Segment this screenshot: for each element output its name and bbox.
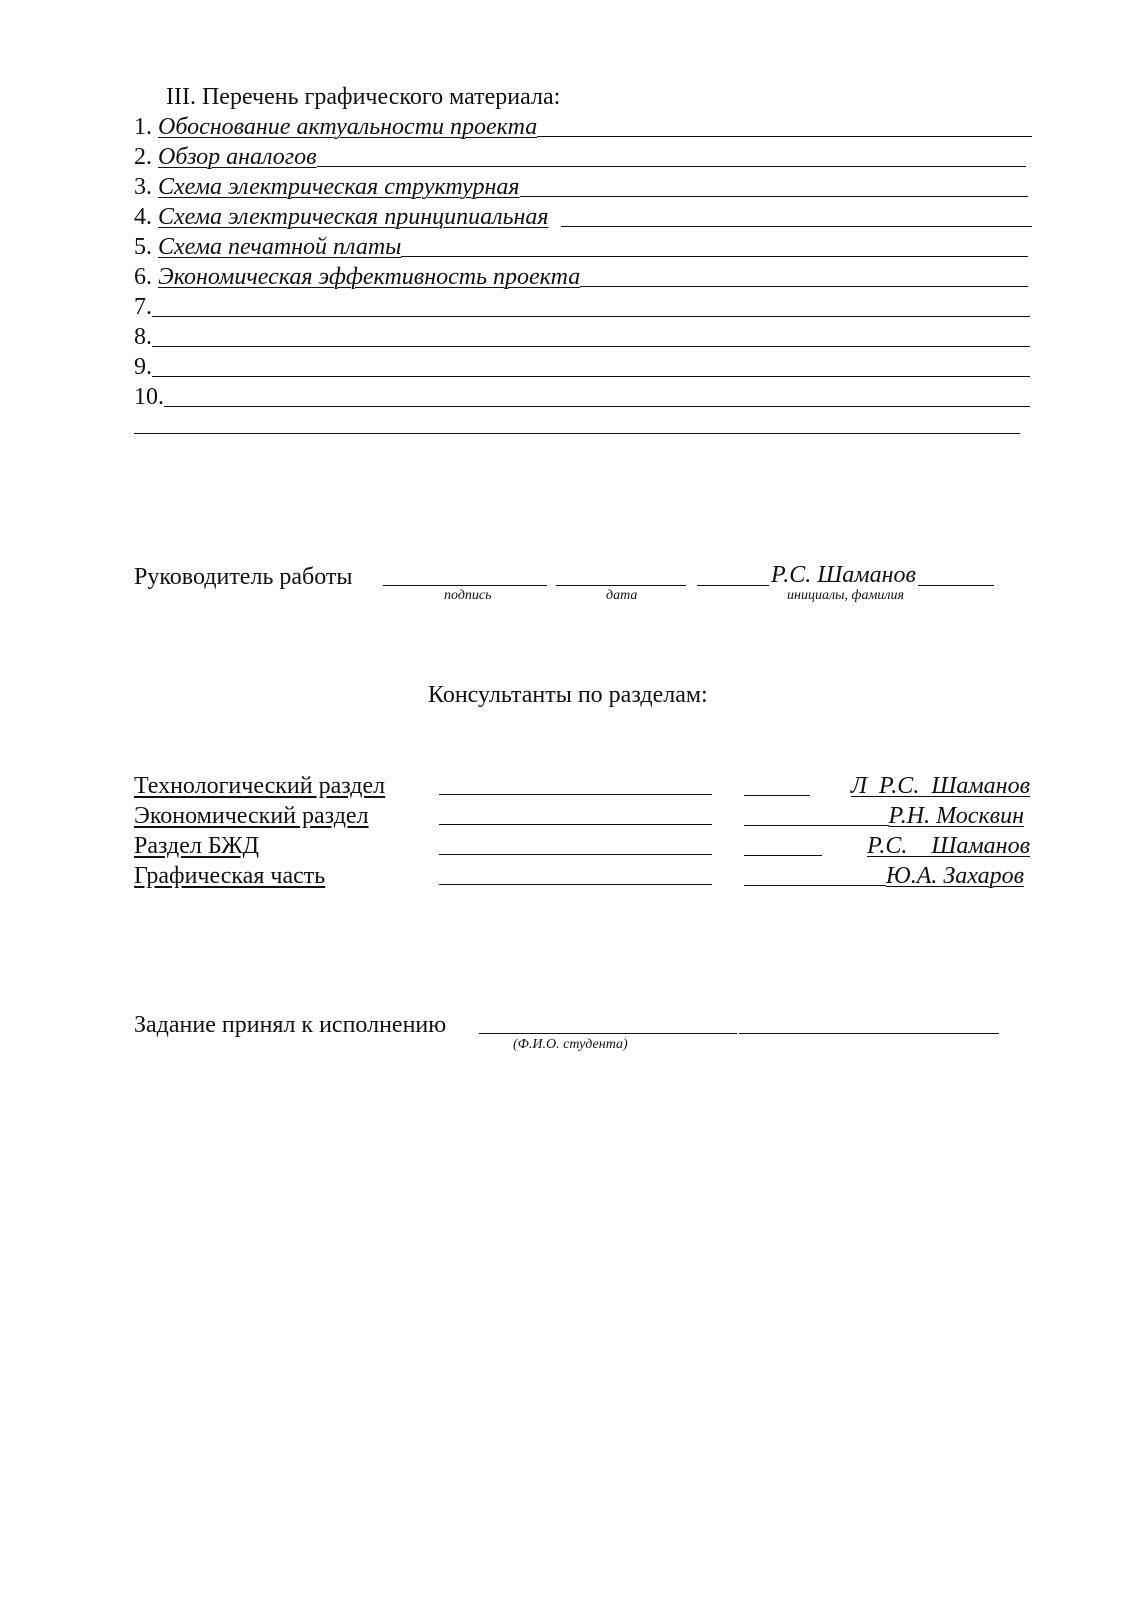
fill-line (401, 256, 1028, 257)
fill-line (580, 286, 1028, 287)
list-item (134, 112, 1032, 142)
list-item (134, 262, 1028, 292)
student-signature-line (739, 1033, 999, 1034)
fill-line (152, 346, 1030, 347)
list-item (134, 292, 1030, 322)
consultant-name-field (744, 831, 1030, 861)
item-number: 4. (134, 204, 152, 230)
item-text: Обоснование актуальности проекта (158, 114, 538, 140)
item-text: Схема электрическая структурная (158, 174, 520, 200)
consultant-name: Р.Н. Москвин (888, 803, 1024, 829)
fill-line (317, 166, 1026, 167)
signature-line (439, 794, 712, 795)
caption-student: (Ф.И.О. студента) (513, 1037, 628, 1052)
fill-line (152, 376, 1030, 377)
list-item (134, 322, 1030, 352)
blank-line (134, 433, 1020, 434)
student-name-line (479, 1033, 737, 1034)
item-number: 10. (134, 384, 164, 410)
item-text: Экономическая эффективность проекта (158, 264, 581, 290)
consultant-name-field (744, 801, 1024, 831)
acceptance-label: Задание принял к исполнению (134, 1012, 447, 1038)
consultant-section: Экономический раздел (134, 803, 369, 829)
item-number: 7. (134, 294, 152, 320)
signature-line (383, 585, 547, 586)
item-text: Схема печатной платы (158, 234, 402, 260)
item-number: 1. (134, 114, 152, 140)
consultant-name: Ю.А. Захаров (885, 863, 1024, 889)
list-item (134, 232, 1028, 262)
fill-line (520, 196, 1028, 197)
consultant-name-field (744, 861, 1024, 891)
caption-date: дата (606, 588, 638, 603)
consultant-section: Раздел БЖД (134, 833, 259, 859)
item-number: 6. (134, 264, 152, 290)
item-text: Обзор аналогов (158, 144, 317, 170)
consultant-name-field (744, 771, 1030, 801)
signature-line (439, 884, 712, 885)
supervisor-name: Р.С. Шаманов (771, 562, 916, 588)
signature-line (439, 854, 712, 855)
fill-line (152, 316, 1030, 317)
fill-line (164, 406, 1030, 407)
consultant-section: Технологический раздел (134, 773, 386, 799)
list-item (134, 382, 1030, 412)
item-number: 2. (134, 144, 152, 170)
caption-name: инициалы, фамилия (787, 588, 905, 603)
fill-line (561, 226, 1032, 227)
list-item (134, 202, 1032, 232)
consultant-name: Л Р.С. Шаманов (850, 773, 1030, 799)
list-item (134, 172, 1028, 202)
consultant-name: Р.С. Шаманов (867, 833, 1030, 859)
consultants-title: Консультанты по разделам: (428, 682, 708, 708)
section-title: III. Перечень графического материала: (166, 84, 561, 110)
item-number: 3. (134, 174, 152, 200)
signature-line (439, 824, 712, 825)
item-number: 9. (134, 354, 152, 380)
caption-signature: подпись (444, 588, 492, 603)
supervisor-label: Руководитель работы (134, 564, 353, 590)
list-item (134, 142, 1026, 172)
item-number: 8. (134, 324, 152, 350)
list-item (134, 352, 1030, 382)
item-text: Схема электрическая принципиальная (158, 204, 549, 230)
fill-line (537, 136, 1032, 137)
date-line (556, 585, 686, 586)
consultant-section: Графическая часть (134, 863, 326, 889)
item-number: 5. (134, 234, 152, 260)
